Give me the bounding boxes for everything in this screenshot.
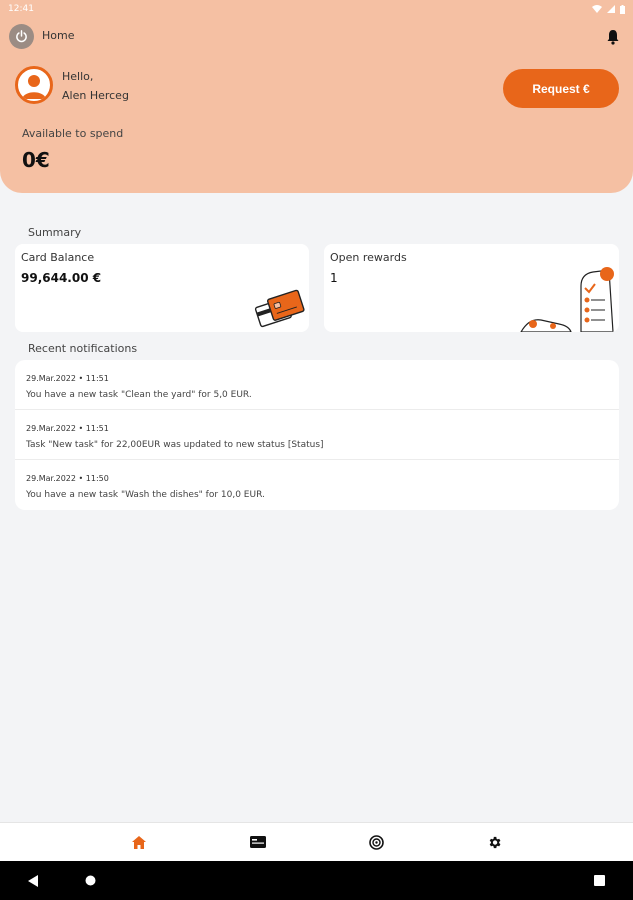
greeting-text: Hello, [62, 70, 94, 83]
notifications-list [15, 360, 619, 510]
recents-icon[interactable] [594, 875, 605, 886]
notification-text: Task "New task" for 22,00EUR was updated to new status [Status] [26, 440, 324, 450]
notification-time: 29.Mar.2022 • 11:50 [26, 474, 109, 483]
open-rewards-card[interactable] [324, 244, 619, 332]
home-icon [132, 836, 146, 849]
rewards-list-illustration-icon [519, 266, 619, 332]
card-icon [250, 836, 266, 848]
avatar[interactable] [15, 66, 53, 104]
nav-rewards[interactable] [368, 834, 384, 850]
home-circle-icon[interactable] [85, 875, 96, 886]
back-icon[interactable] [28, 875, 39, 887]
available-value: 0€ [22, 148, 50, 172]
card-balance-value: 99,644.00 € [21, 271, 102, 285]
wifi-icon [592, 5, 602, 13]
signal-icon [607, 5, 615, 13]
notification-text: You have a new task "Clean the yard" for 5,0 EUR. [26, 390, 252, 400]
notifications-title: Recent notifications [28, 342, 138, 355]
status-icons [592, 5, 625, 14]
list-item[interactable] [15, 460, 619, 510]
card-balance-card[interactable] [15, 244, 309, 332]
greeting-block [62, 67, 129, 105]
status-bar [0, 0, 633, 18]
open-rewards-label: Open rewards [330, 251, 407, 264]
gear-icon [487, 835, 502, 850]
user-icon [18, 69, 50, 101]
user-name: Alen Herceg [62, 89, 129, 102]
card-balance-label: Card Balance [21, 251, 95, 264]
bottom-nav [0, 822, 633, 861]
list-item[interactable] [15, 410, 619, 460]
summary-title: Summary [28, 226, 82, 239]
notification-text: You have a new task "Wash the dishes" for 10,0 EUR. [26, 490, 265, 500]
page-title: Home [42, 29, 75, 42]
available-label: Available to spend [22, 127, 124, 140]
list-item[interactable] [15, 360, 619, 410]
nav-card[interactable] [250, 834, 266, 850]
notification-time: 29.Mar.2022 • 11:51 [26, 374, 109, 383]
battery-icon [620, 5, 625, 14]
bell-icon[interactable] [606, 29, 620, 45]
open-rewards-value: 1 [330, 271, 338, 285]
reward-icon [369, 835, 384, 850]
system-nav-bar [0, 861, 633, 900]
header-panel [0, 0, 633, 193]
request-money-button[interactable]: Request € [503, 69, 619, 108]
power-icon [15, 30, 28, 43]
power-button[interactable] [9, 24, 34, 49]
nav-home[interactable] [131, 834, 147, 850]
status-time: 12:41 [8, 4, 34, 14]
notification-time: 29.Mar.2022 • 11:51 [26, 424, 109, 433]
nav-settings[interactable] [486, 834, 502, 850]
credit-cards-illustration-icon [253, 288, 309, 332]
